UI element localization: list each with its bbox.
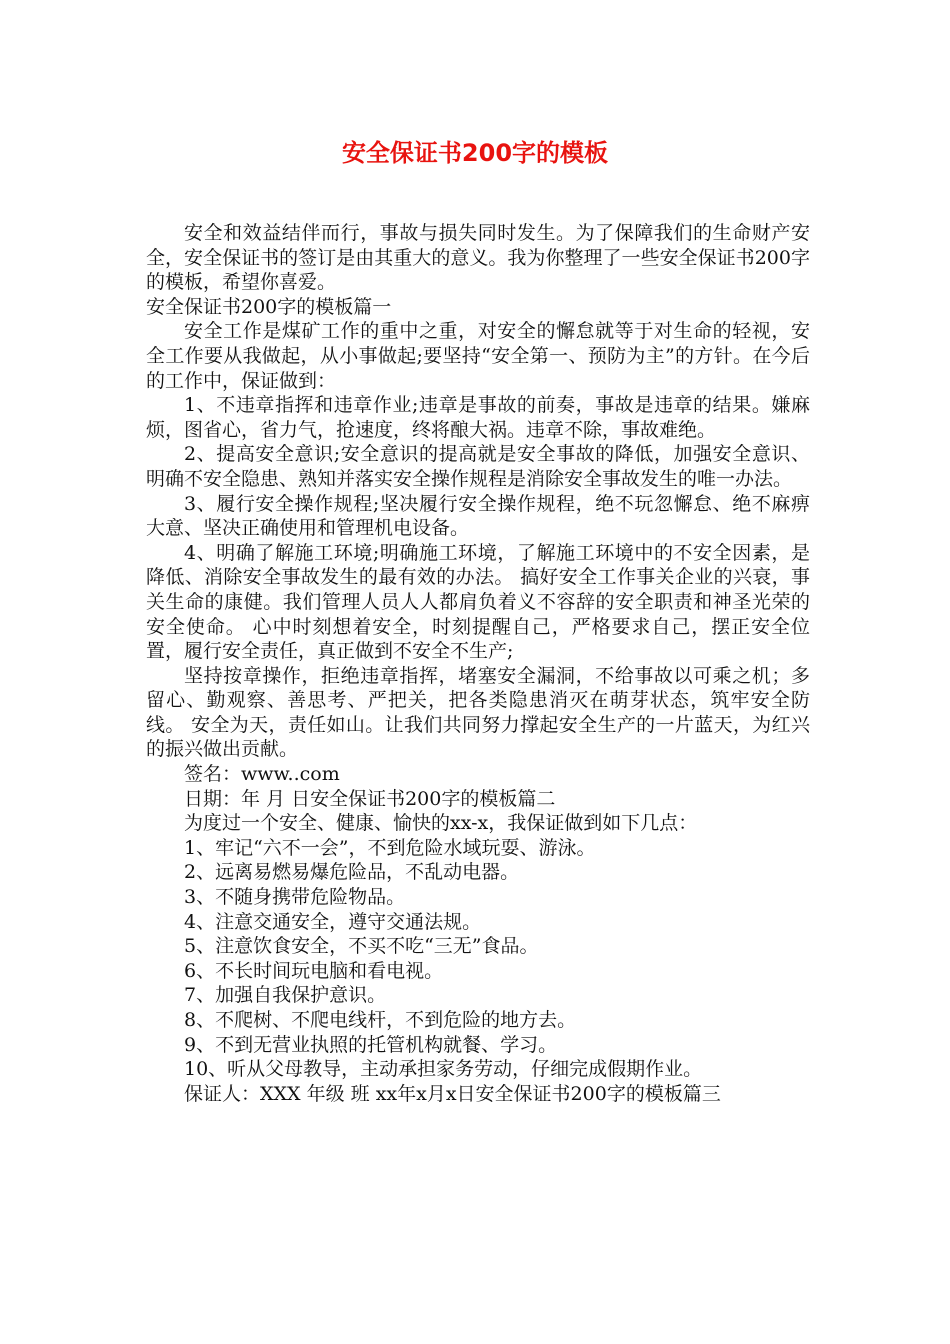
paragraph-16: 5、注意饮食安全，不买不吃“三无”食品。: [184, 935, 539, 958]
paragraph-18: 7、加强自我保护意识。: [184, 984, 387, 1007]
document-title: 安全保证书200字的模板: [341, 139, 609, 167]
paragraph-17: 6、不长时间玩电脑和看电视。: [184, 959, 444, 982]
paragraph-3: 安全工作是煤矿工作的重中之重，对安全的懈怠就等于对生命的轻视，安全工作要从我做起，从小事做起;要坚持“安全第一、预防为主”的方针。在今后的工作中，保证做到：: [146, 320, 810, 392]
paragraph-22: 保证人：XXX 年级 班 xx年x月x日安全保证书200字的模板篇三: [184, 1082, 721, 1105]
paragraph-20: 9、不到无营业执照的托管机构就餐、学习。: [184, 1033, 558, 1056]
paragraph-12: 1、牢记“六不一会”，不到危险水域玩耍、游泳。: [184, 836, 596, 859]
paragraph-7: 4、明确了解施工环境;明确施工环境，了解施工环境中的不安全因素，是降低、消除安全事故发生的最有效的办法。 搞好安全工作事关企业的兴衰，事关生命的康健。我们管理人员人人都肩负着义不容辞的安全职责和神圣光荣的安全使命。 心中时刻想着安全，时刻提醒自己，严格要求自己，摆正安全位置，履行安全责任，真正做到不安全不生产;: [146, 541, 810, 663]
paragraph-11: 为度过一个安全、健康、愉快的xx-x，我保证做到如下几点：: [184, 812, 698, 835]
paragraph-5: 2、提高安全意识;安全意识的提高就是安全事故的降低，加强安全意识、明确不安全隐患、熟知并落实安全操作规程是消除安全事故发生的唯一办法。: [146, 443, 810, 490]
paragraph-8: 坚持按章操作，拒绝违章指挥，堵塞安全漏洞，不给事故以可乘之机；多留心、勤观察、善思考、严把关，把各类隐患消灭在萌芽状态，筑牢安全防线。 安全为天，责任如山。让我们共同努力撑起安全生产的一片蓝天，为红兴的振兴做出贡献。: [146, 664, 810, 761]
paragraph-21: 10、听从父母教导，主动承担家务劳动，仔细完成假期作业。: [184, 1058, 703, 1081]
paragraph-6: 3、履行安全操作规程;坚决履行安全操作规程，绝不玩忽懈怠、绝不麻痹大意、坚决正确使用和管理机电设备。: [146, 492, 810, 540]
paragraph-15: 4、注意交通安全，遵守交通法规。: [184, 910, 482, 933]
paragraph-19: 8、不爬树、不爬电线杆，不到危险的地方去。: [184, 1009, 577, 1031]
paragraph-9: 签名：www..com: [184, 763, 340, 786]
paragraph-10: 日期：年 月 日安全保证书200字的模板篇二: [184, 787, 556, 810]
paragraph-1: 安全和效益结伴而行，事故与损失同时发生。为了保障我们的生命财产安全，安全保证书的签订是由其重大的意义。我为你整理了一些安全保证书200字的模板，希望你喜爱。: [146, 222, 810, 294]
paragraph-14: 3、不随身携带危险物品。: [184, 886, 406, 909]
paragraph-13: 2、远离易燃易爆危险品，不乱动电器。: [184, 861, 520, 884]
document-body: [146, 221, 810, 1106]
paragraph-2: 安全保证书200字的模板篇一: [146, 295, 392, 318]
paragraph-4: 1、不违章指挥和违章作业;违章是事故的前奏，事故是违章的结果。嫌麻烦，图省心，省力气，抢速度，终将酿大祸。违章不除，事故难绝。: [146, 394, 810, 441]
